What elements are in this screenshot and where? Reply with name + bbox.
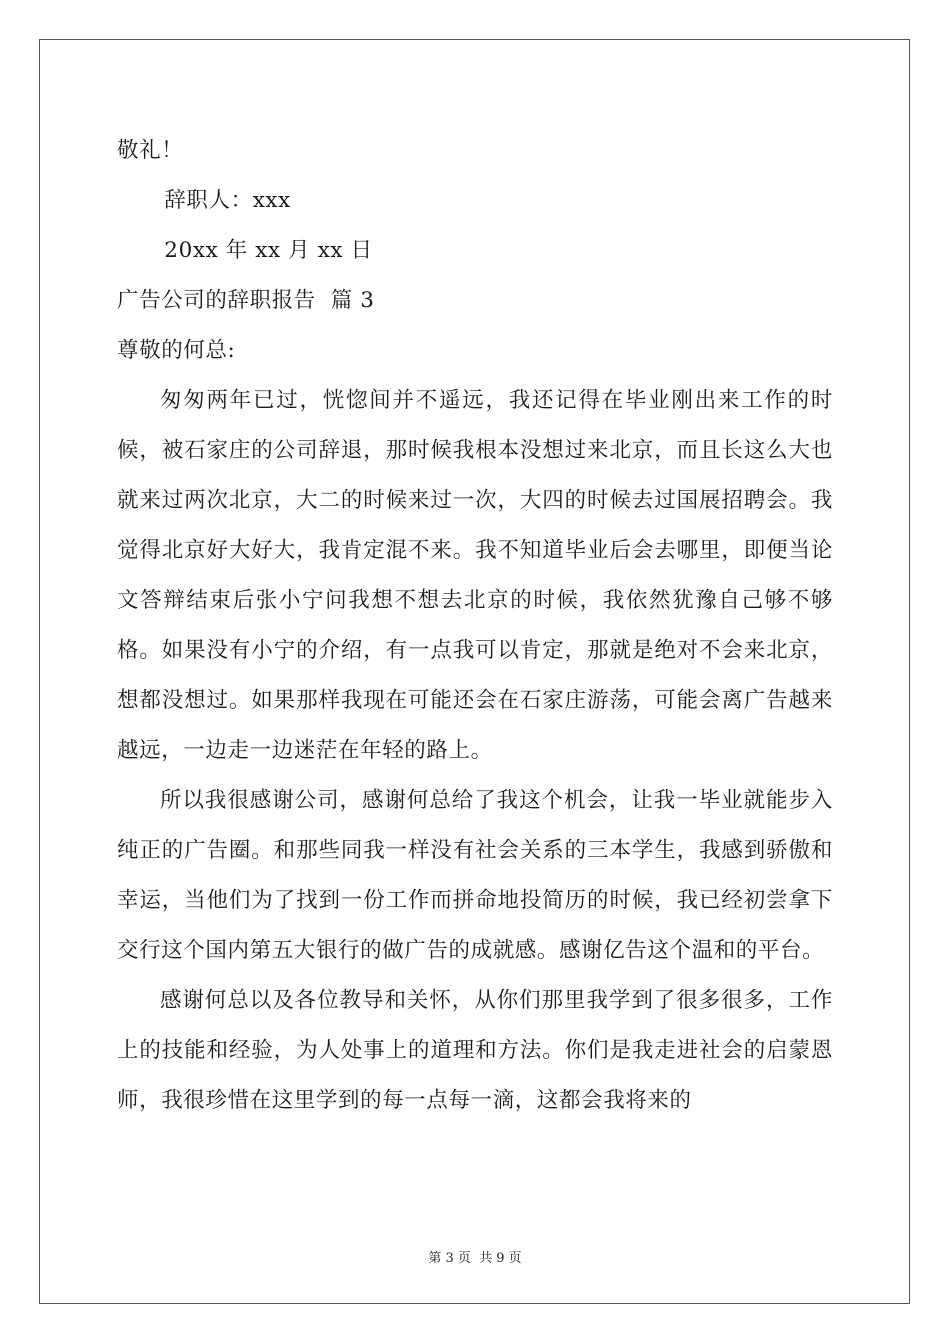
- closing-line: 敬礼！: [117, 138, 184, 163]
- paragraph-1: 匆匆两年已过，恍惚间并不遥远，我还记得在毕业刚出来工作的时候，被石家庄的公司辞退，那时候我根本没想过来北京，而且长这么大也就来过两次北京，大二的时候来过一次，大四的时候去过国展招聘会。我觉得北京好大好大，我肯定混不来。我不知道毕业后会去哪里，即便当论文答辩结束后张小宁问我想不想去北京的时候，我依然犹豫自己够不够格。如果没有小宁的介绍，有一点我可以肯定，那就是绝对不会来北京，想都没想过。如果那样我现在可能还会在石家庄游荡，可能会离广告越来越远，一边走一边迷茫在年轻的路上。: [117, 388, 833, 763]
- date-line: 20xx 年 xx 月 xx 日: [164, 238, 373, 263]
- paragraph-3: 感谢何总以及各位教导和关怀，从你们那里我学到了很多很多，工作上的技能和经验，为人处事上的道理和方法。你们是我走进社会的启蒙恩师，我很珍惜在这里学到的每一点每一滴，这都会我将来的: [117, 988, 833, 1113]
- salutation: 尊敬的何总:: [117, 338, 236, 363]
- total-pages: 共 9 页: [479, 1251, 522, 1266]
- document-body: [117, 126, 833, 1126]
- page-footer: [0, 1247, 950, 1266]
- paragraph-2: 所以我很感谢公司，感谢何总给了我这个机会，让我一毕业就能步入纯正的广告圈。和那些同我一样没有社会关系的三本学生，我感到骄傲和幸运，当他们为了找到一份工作而拼命地投简历的时候，我已经初尝拿下交行这个国内第五大银行的做广告的成就感。感谢亿告这个温和的平台。: [117, 788, 833, 963]
- section-title: 广告公司的辞职报告 篇 3: [117, 288, 375, 313]
- page-number: 第 3 页: [428, 1251, 471, 1266]
- signer-line: 辞职人：xxx: [164, 188, 291, 213]
